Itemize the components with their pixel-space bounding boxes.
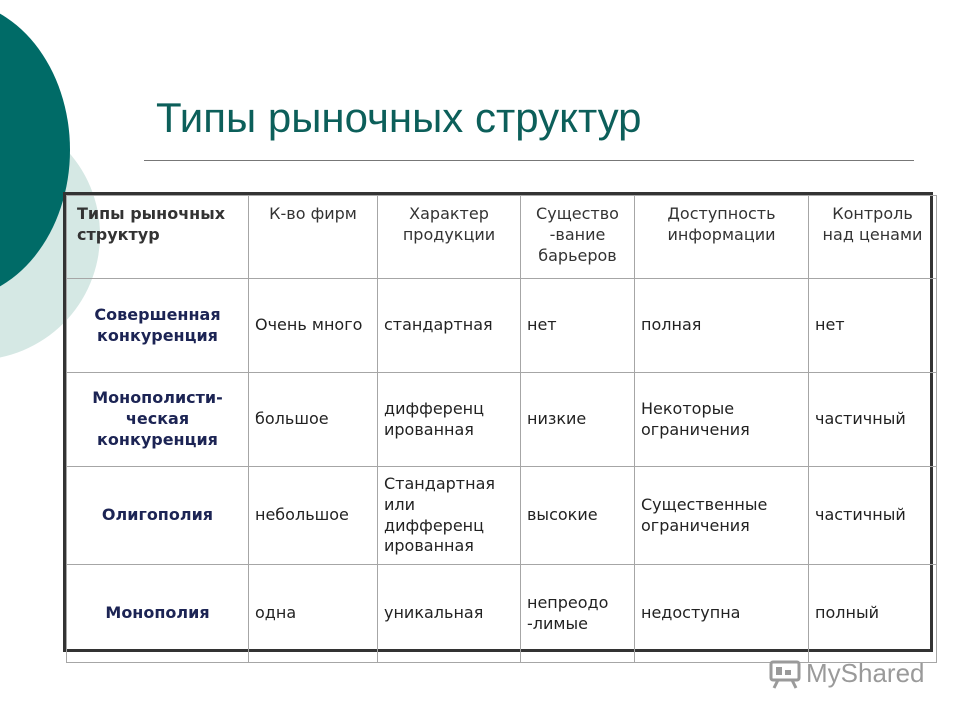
row-header-cell: Совершенная конкуренция bbox=[67, 279, 249, 373]
table-cell: частичный bbox=[809, 373, 937, 467]
header-cell-firms: К-во фирм bbox=[249, 196, 378, 279]
header-cell-price-control: Контроль над ценами bbox=[809, 196, 937, 279]
table-header-row bbox=[67, 196, 937, 279]
watermark-text: MyShared bbox=[806, 658, 925, 688]
market-structures-table bbox=[63, 192, 933, 652]
table-cell: частичный bbox=[809, 467, 937, 565]
table-cell: уникальная bbox=[378, 565, 521, 663]
header-cell-product: Характер продукции bbox=[378, 196, 521, 279]
table-cell: недоступна bbox=[635, 565, 809, 663]
watermark bbox=[768, 658, 925, 689]
row-header-cell: Олигополия bbox=[67, 467, 249, 565]
title-divider bbox=[144, 160, 914, 161]
table-cell: Стандартная или дифференц ированная bbox=[378, 467, 521, 565]
slide-title: Типы рыночных структур bbox=[156, 94, 642, 141]
header-cell-barriers: Существо -вание барьеров bbox=[521, 196, 635, 279]
table-cell: высокие bbox=[521, 467, 635, 565]
table-cell: непреодо -лимые bbox=[521, 565, 635, 663]
table-cell: Некоторые ограничения bbox=[635, 373, 809, 467]
table-cell: стандартная bbox=[378, 279, 521, 373]
presentation-board-icon bbox=[768, 659, 802, 689]
table-cell: большое bbox=[249, 373, 378, 467]
table-cell: одна bbox=[249, 565, 378, 663]
table-cell: Существенные ограничения bbox=[635, 467, 809, 565]
table-row bbox=[67, 565, 937, 663]
row-header-cell: Монополисти-ческая конкуренция bbox=[67, 373, 249, 467]
table-cell: небольшое bbox=[249, 467, 378, 565]
table-cell: Очень много bbox=[249, 279, 378, 373]
table-row bbox=[67, 467, 937, 565]
header-cell-information: Доступность информации bbox=[635, 196, 809, 279]
table-row bbox=[67, 279, 937, 373]
table-cell: нет bbox=[521, 279, 635, 373]
table-cell: нет bbox=[809, 279, 937, 373]
header-cell-type: Типы рыночных структур bbox=[67, 196, 249, 279]
table-cell: полный bbox=[809, 565, 937, 663]
table-cell: низкие bbox=[521, 373, 635, 467]
table-cell: дифференц ированная bbox=[378, 373, 521, 467]
table-cell: полная bbox=[635, 279, 809, 373]
row-header-cell: Монополия bbox=[67, 565, 249, 663]
table-row bbox=[67, 373, 937, 467]
